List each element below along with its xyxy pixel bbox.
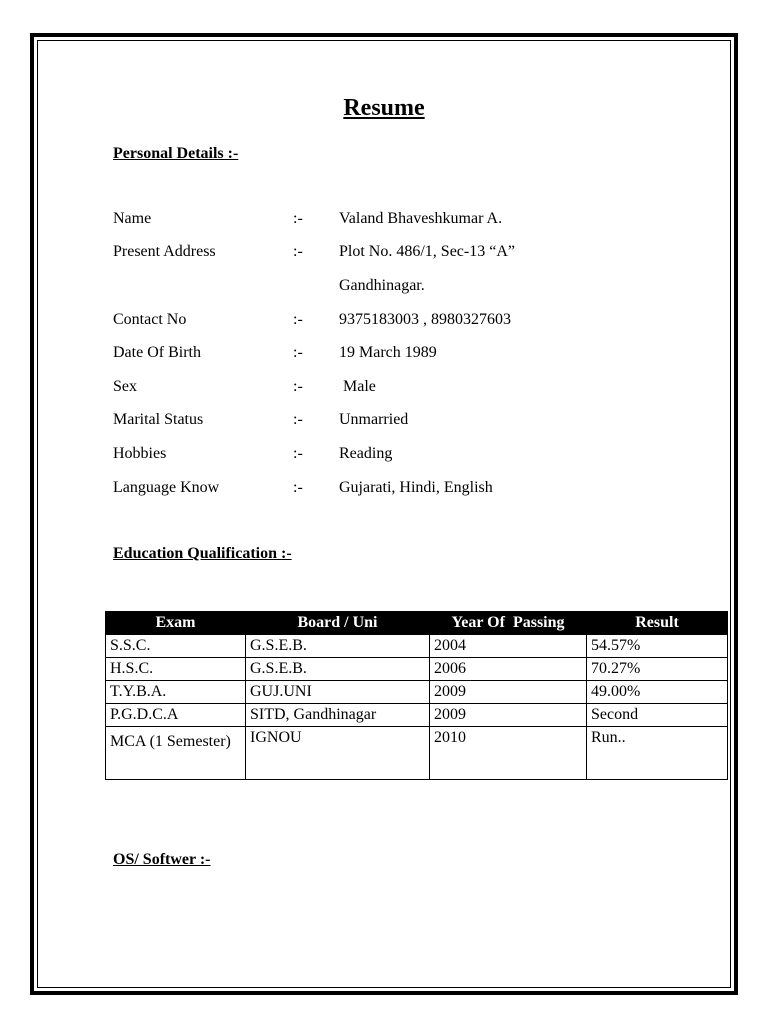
education-heading: Education Qualification :- [113, 545, 292, 562]
detail-row-name [0, 210, 768, 234]
cell-year: 2006 [430, 658, 587, 681]
detail-label: Present Address [113, 243, 216, 260]
detail-value: Reading [339, 445, 393, 462]
detail-label: Marital Status [113, 411, 204, 428]
education-table [105, 611, 728, 780]
detail-row-address [0, 243, 768, 267]
cell-result: 70.27% [587, 658, 728, 681]
cell-year: 2010 [430, 727, 587, 780]
table-row [106, 727, 728, 780]
detail-value: Gujarati, Hindi, English [339, 479, 493, 496]
page-border-inner [37, 40, 731, 988]
detail-row-contact [0, 311, 768, 335]
detail-value: 19 March 1989 [339, 344, 437, 361]
cell-board: IGNOU [246, 727, 430, 780]
detail-label: Sex [113, 378, 137, 395]
table-row [106, 658, 728, 681]
detail-separator: :- [293, 311, 303, 328]
cell-exam: MCA (1 Semester) [106, 727, 246, 780]
detail-separator: :- [293, 243, 303, 260]
detail-value: Male [343, 378, 376, 395]
cell-result: 54.57% [587, 635, 728, 658]
detail-separator: :- [293, 344, 303, 361]
detail-row-marital [0, 411, 768, 435]
cell-year: 2009 [430, 704, 587, 727]
detail-value: Unmarried [339, 411, 409, 428]
table-row [106, 704, 728, 727]
detail-row-address-cont [0, 277, 768, 301]
detail-value: 9375183003 , 8980327603 [339, 311, 511, 328]
cell-exam: H.S.C. [106, 658, 246, 681]
detail-separator: :- [293, 479, 303, 496]
detail-separator: :- [293, 210, 303, 227]
table-row [106, 635, 728, 658]
cell-year: 2004 [430, 635, 587, 658]
table-row [106, 681, 728, 704]
cell-board: GUJ.UNI [246, 681, 430, 704]
detail-separator: :- [293, 378, 303, 395]
cell-exam: S.S.C. [106, 635, 246, 658]
cell-board: G.S.E.B. [246, 658, 430, 681]
cell-result: Second [587, 704, 728, 727]
cell-year: 2009 [430, 681, 587, 704]
detail-separator: :- [293, 445, 303, 462]
detail-label: Name [113, 210, 152, 227]
cell-exam: T.Y.B.A. [106, 681, 246, 704]
os-software-heading: OS/ Softwer :- [113, 851, 211, 868]
personal-details-heading: Personal Details :- [113, 145, 239, 162]
detail-value: Valand Bhaveshkumar A. [339, 210, 503, 227]
detail-separator: :- [293, 411, 303, 428]
table-header-row [106, 612, 728, 635]
detail-value: Gandhinagar. [339, 277, 425, 294]
detail-row-sex [0, 378, 768, 402]
detail-label: Hobbies [113, 445, 167, 462]
detail-label: Contact No [113, 311, 187, 328]
detail-row-dob [0, 344, 768, 368]
header-result: Result [587, 612, 728, 635]
header-board: Board / Uni [246, 612, 430, 635]
detail-label: Language Know [113, 479, 220, 496]
resume-title: Resume [343, 95, 425, 121]
detail-row-hobbies [0, 445, 768, 469]
cell-exam: P.G.D.C.A [106, 704, 246, 727]
cell-board: G.S.E.B. [246, 635, 430, 658]
detail-label: Date Of Birth [113, 344, 201, 361]
header-exam: Exam [106, 612, 246, 635]
cell-result: 49.00% [587, 681, 728, 704]
header-year: Year Of Passing [430, 612, 587, 635]
cell-result: Run.. [587, 727, 728, 780]
detail-row-language [0, 479, 768, 503]
cell-board: SITD, Gandhinagar [246, 704, 430, 727]
detail-value: Plot No. 486/1, Sec-13 “A” [339, 243, 515, 260]
